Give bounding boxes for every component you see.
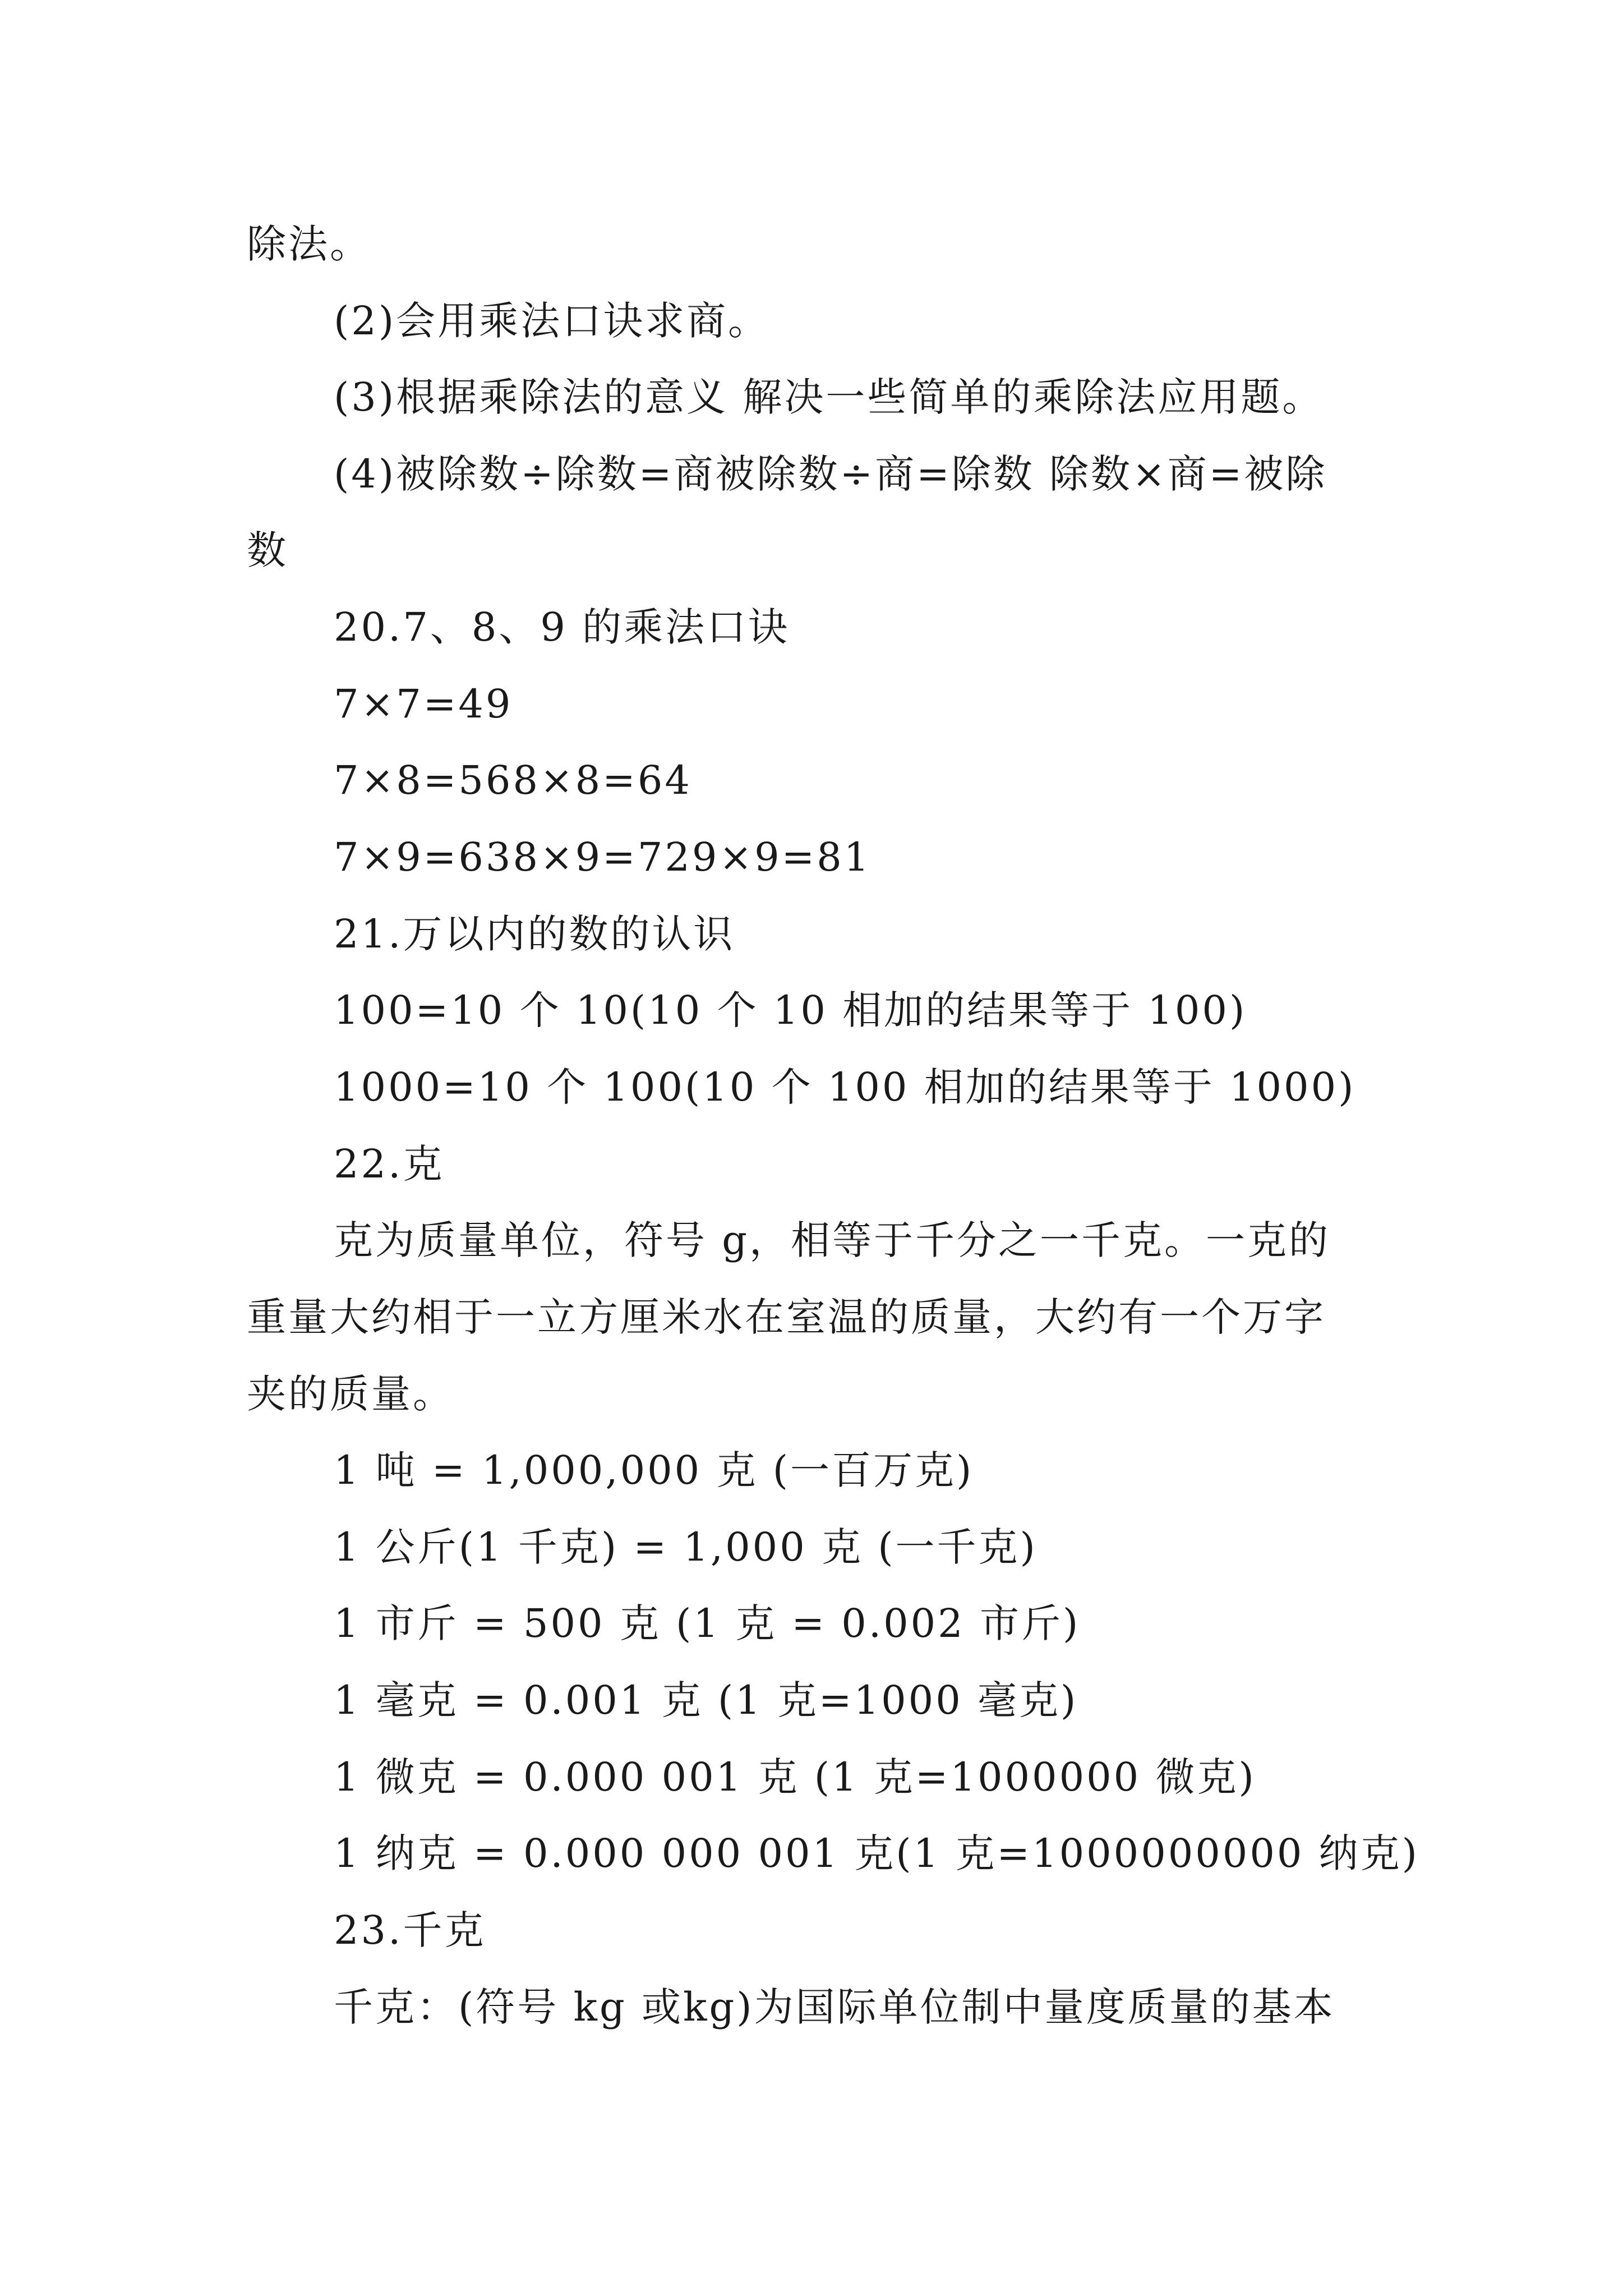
- text-line: 数: [247, 527, 288, 573]
- text-line: 1 纳克 = 0.000 000 001 克(1 克=1000000000 纳克): [334, 1830, 1419, 1876]
- text-line: 千克：(符号 kg 或kg)为国际单位制中量度质量的基本: [334, 1984, 1335, 2030]
- text-line: 1 毫克 = 0.001 克 (1 克=1000 毫克): [334, 1677, 1078, 1723]
- section-heading: 23.千克: [334, 1907, 486, 1953]
- text-line: (4)被除数÷除数=商被除数÷商=除数 除数×商=被除: [334, 451, 1327, 497]
- text-line: 7×9=638×9=729×9=81: [334, 834, 872, 880]
- text-line: 7×8=568×8=64: [334, 757, 692, 803]
- section-heading: 21.万以内的数的认识: [334, 911, 735, 957]
- text-line: (2)会用乘法口诀求商。: [334, 298, 770, 344]
- section-heading: 22.克: [334, 1141, 445, 1187]
- text-line: 1 公斤(1 千克) = 1,000 克 (一千克): [334, 1524, 1038, 1570]
- section-heading: 20.7、8、9 的乘法口诀: [334, 604, 790, 650]
- text-line: 7×7=49: [334, 681, 513, 727]
- text-line: 100=10 个 10(10 个 10 相加的结果等于 100): [334, 987, 1247, 1033]
- text-line: (3)根据乘除法的意义 解决一些简单的乘除法应用题。: [334, 374, 1324, 420]
- text-line: 1 吨 = 1,000,000 克 (一百万克): [334, 1447, 974, 1493]
- text-line: 夹的质量。: [247, 1371, 454, 1417]
- text-line: 除法。: [247, 221, 371, 267]
- text-line: 1 微克 = 0.000 001 克 (1 克=1000000 微克): [334, 1754, 1256, 1800]
- text-line: 1 市斤 = 500 克 (1 克 = 0.002 市斤): [334, 1600, 1081, 1646]
- text-line: 克为质量单位，符号 g，相等于千分之一千克。一克的: [334, 1217, 1331, 1263]
- text-line: 1000=10 个 100(10 个 100 相加的结果等于 1000): [334, 1064, 1356, 1110]
- text-line: 重量大约相于一立方厘米水在室温的质量，大约有一个万字: [247, 1294, 1326, 1340]
